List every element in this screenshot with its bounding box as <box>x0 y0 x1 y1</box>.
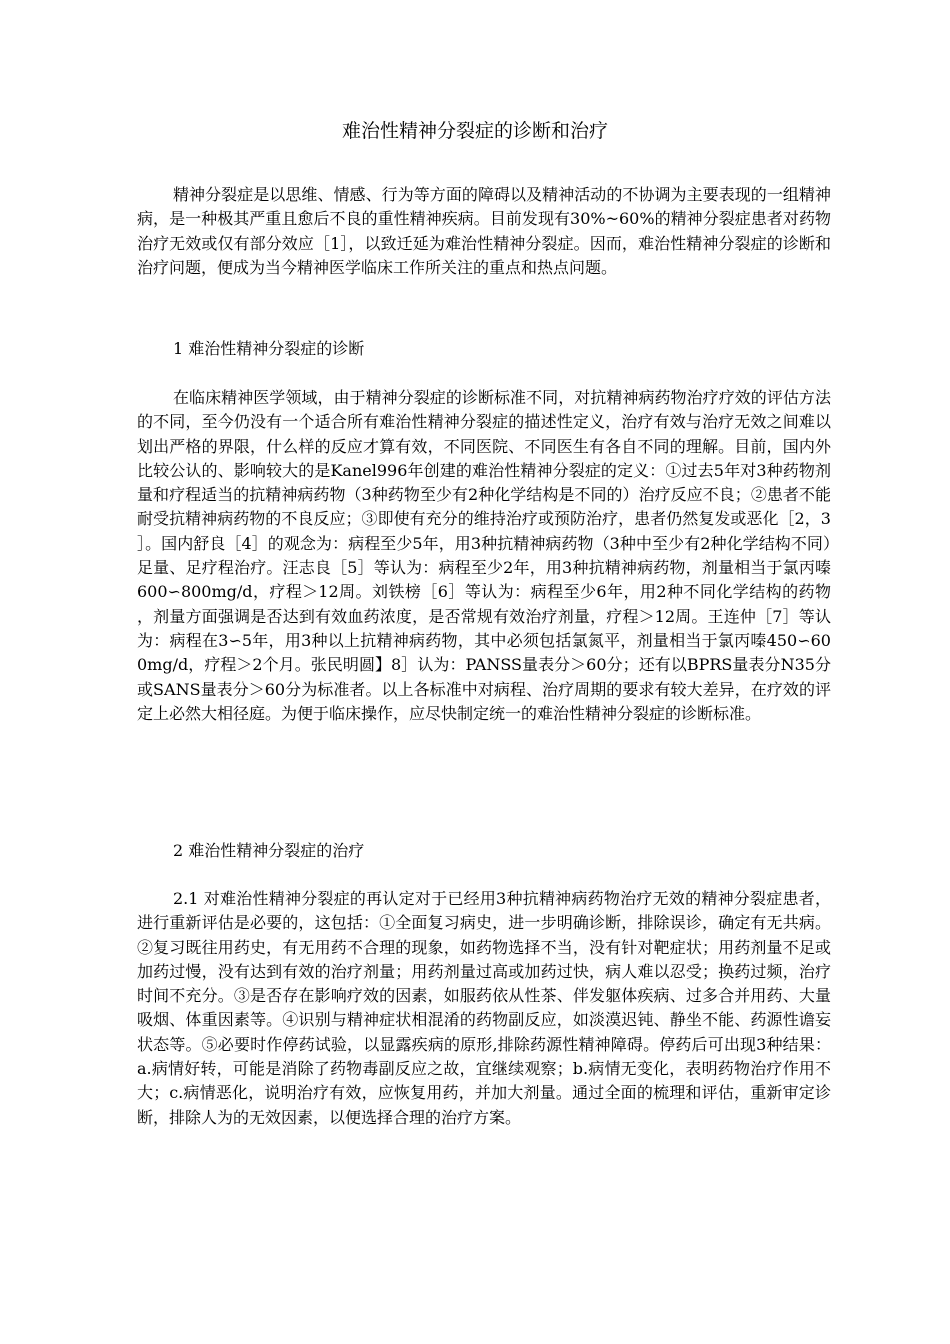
section-1-paragraph: 在临床精神医学领域，由于精神分裂症的诊断标准不同，对抗精神病药物治疗疗效的评估方法的不同，至今仍没有一个适合所有难治性精神分裂症的描述性定义，治疗有效与治疗无效之间难以划出严格的界限，什么样的反应才算有效，不同医院、不同医生有各自不同的理解。目前，国内外比较公认的、影响较大的是Kanel996年创建的难治性精神分裂症的定义：①过去5年对3种药物剂量和疗程适当的抗精神病药物（3种药物至少有2种化学结构是不同的）治疗反应不良；②患者不能耐受抗精神病药物的不良反应；③即使有充分的维持治疗或预防治疗，患者仍然复发或恶化［2，3］。国内舒良［4］的观念为：病程至少5年，用3种抗精神病药物（3种中至少有2种化学结构不同）足量、足疗程治疗。汪志良［5］等认为：病程至少2年，用3种抗精神病药物，剂量相当于氯丙嗪600∽800mg/d，疗程＞12周。刘铁榜［6］等认为：病程至少6年，用2种不同化学结构的药物，剂量方面强调是否达到有效血药浓度，是否常规有效治疗剂量，疗程＞12周。王连仲［7］等认为：病程在3∽5年，用3种以上抗精神病药物，其中必须包括氯氮平，剂量相当于氯丙嗪450∽600mg/d，疗程＞2个月。张民明圆】8］认为：PANSS量表分＞60分；还有以BPRS量表分N35分或SANS量表分＞60分为标准者。以上各标准中对病程、治疗周期的要求有较大差异，在疗效的评定上必然大相径庭。为便于临床操作，应尽快制定统一的难治性精神分裂症的诊断标准。 <box>137 388 831 723</box>
section-2-paragraph: 2.1 对难治性精神分裂症的再认定对于已经用3种抗精神病药物治疗无效的精神分裂症患者，进行重新评估是必要的，这包括：①全面复习病史，进一步明确诊断，排除误诊，确定有无共病。②复习既往用药史，有无用药不合理的现象，如药物选择不当，没有针对靶症状；用药剂量不足或加药过慢，没有达到有效的治疗剂量；用药剂量过高或加药过快，病人难以忍受；换药过频，治疗时间不充分。③是否存在影响疗效的因素，如服药依从性茶、伴发躯体疾病、过多合并用药、大量吸烟、体重因素等。④识别与精神症状相混淆的药物副反应，如淡漠迟钝、静坐不能、药源性谵妄状态等。⑤必要时作停药试验，以显露疾病的原形,排除药源性精神障碍。停药后可出现3种结果：a.病情好转，可能是消除了药物毒副反应之故，宜继续观察；b.病情无变化，表明药物治疗作用不大；c.病情恶化，说明治疗有效，应恢复用药，并加大剂量。通过全面的梳理和评估，重新审定诊断，排除人为的无效因素，以便选择合理的治疗方案。 <box>137 889 831 1127</box>
section-1-heading: 1 难治性精神分裂症的诊断 <box>173 339 365 358</box>
section-2-heading: 2 难治性精神分裂症的治疗 <box>173 841 365 860</box>
document-title: 难治性精神分裂症的诊断和治疗 <box>341 120 608 142</box>
intro-paragraph: 精神分裂症是以思维、情感、行为等方面的障碍以及精神活动的不协调为主要表现的一组精神病，是一种极其严重且愈后不良的重性精神疾病。目前发现有30%~60%的精神分裂症患者对药物治疗无效或仅有部分效应［1］，以致迁延为难治性精神分裂症。因而，难治性精神分裂症的诊断和治疗问题，便成为当今精神医学临床工作所关注的重点和热点问题。 <box>137 185 831 277</box>
